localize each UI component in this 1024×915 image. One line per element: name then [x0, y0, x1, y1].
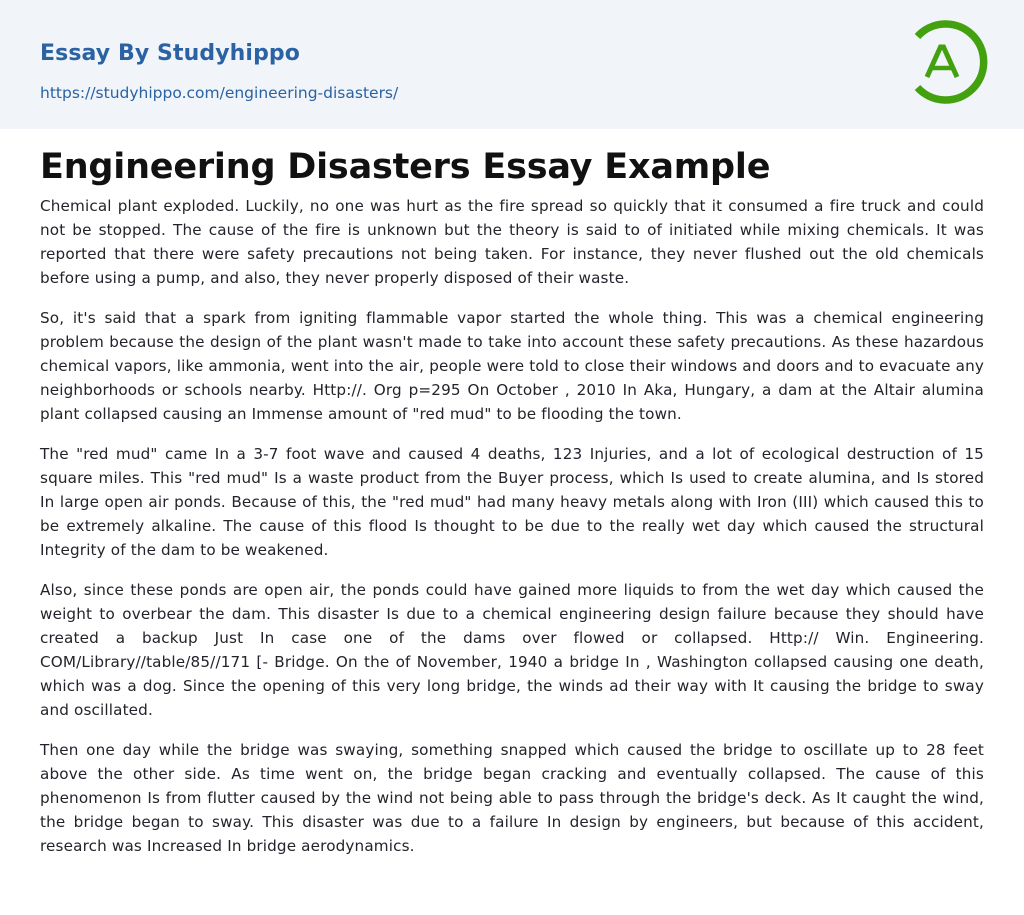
source-url-link[interactable]: https://studyhippo.com/engineering-disasters/: [40, 84, 399, 102]
article-paragraph-4: Also, since these ponds are open air, the ponds could have gained more liquids to from the wet day which caused the weight to overbear the dam. This disaster Is due to a chemical engineering design failure because they should have created a backup Just In case one of the dams over flowed or collapsed. Http:// Win. Engineering. COM/Library//table/85//171 [- Bridge. On the of November, 1940 a bridge In , Washington collapsed causing one death, which was a dog. Since the opening of this very long bridge, the winds ad their way with It causing the bridge to sway and oscillated.: [40, 581, 984, 719]
brand-title: Essay By Studyhippo: [40, 41, 300, 66]
article-paragraph-2: So, it's said that a spark from igniting flammable vapor started the whole thing. This was a chemical engineering problem because the design of the plant wasn't made to take into account these safety precautions. As these hazardous chemical vapors, like ammonia, went into the air, people were told to close their windows and doors and to evacuate any neighborhoods or schools nearby. Http://. Org p=295 On October , 2010 In Aka, Hungary, a dam at the Altair alumina plant collapsed causing an Immense amount of "red mud" to be flooding the town.: [40, 309, 984, 423]
article-paragraph-5: Then one day while the bridge was swaying, something snapped which caused the bridge to oscillate up to 28 feet above the other side. As time went on, the bridge began cracking and eventually collapsed. The cause of this phenomenon Is from flutter caused by the wind not being able to pass through the bridge's deck. As It caught the wind, the bridge began to sway. This disaster was due to a failure In design by engineers, but because of this accident, research was Increased In bridge aerodynamics.: [40, 741, 984, 855]
article-paragraph-1: Chemical plant exploded. Luckily, no one was hurt as the fire spread so quickly that it consumed a fire truck and could not be stopped. The cause of the fire is unknown but the theory is said to of initiated while mixing chemicals. It was reported that there were safety precautions not being taken. For instance, they never flushed out the old chemicals before using a pump, and also, they never properly disposed of their waste.: [40, 197, 984, 287]
studyhippo-a-logo-icon[interactable]: [896, 16, 988, 108]
article-body: [40, 194, 984, 874]
page-title: Engineering Disasters Essay Example: [40, 147, 771, 187]
article-paragraph-3: The "red mud" came In a 3-7 foot wave and caused 4 deaths, 123 Injuries, and a lot of ecological destruction of 15 square miles. This "red mud" Is a waste product from the Buyer process, which Is used to create alumina, and Is stored In large open air ponds. Because of this, the "red mud" had many heavy metals along with Iron (III) which caused this to be extremely alkaline. The cause of this flood Is thought to be due to the really wet day which caused the structural Integrity of the dam to be weakened.: [40, 445, 984, 559]
